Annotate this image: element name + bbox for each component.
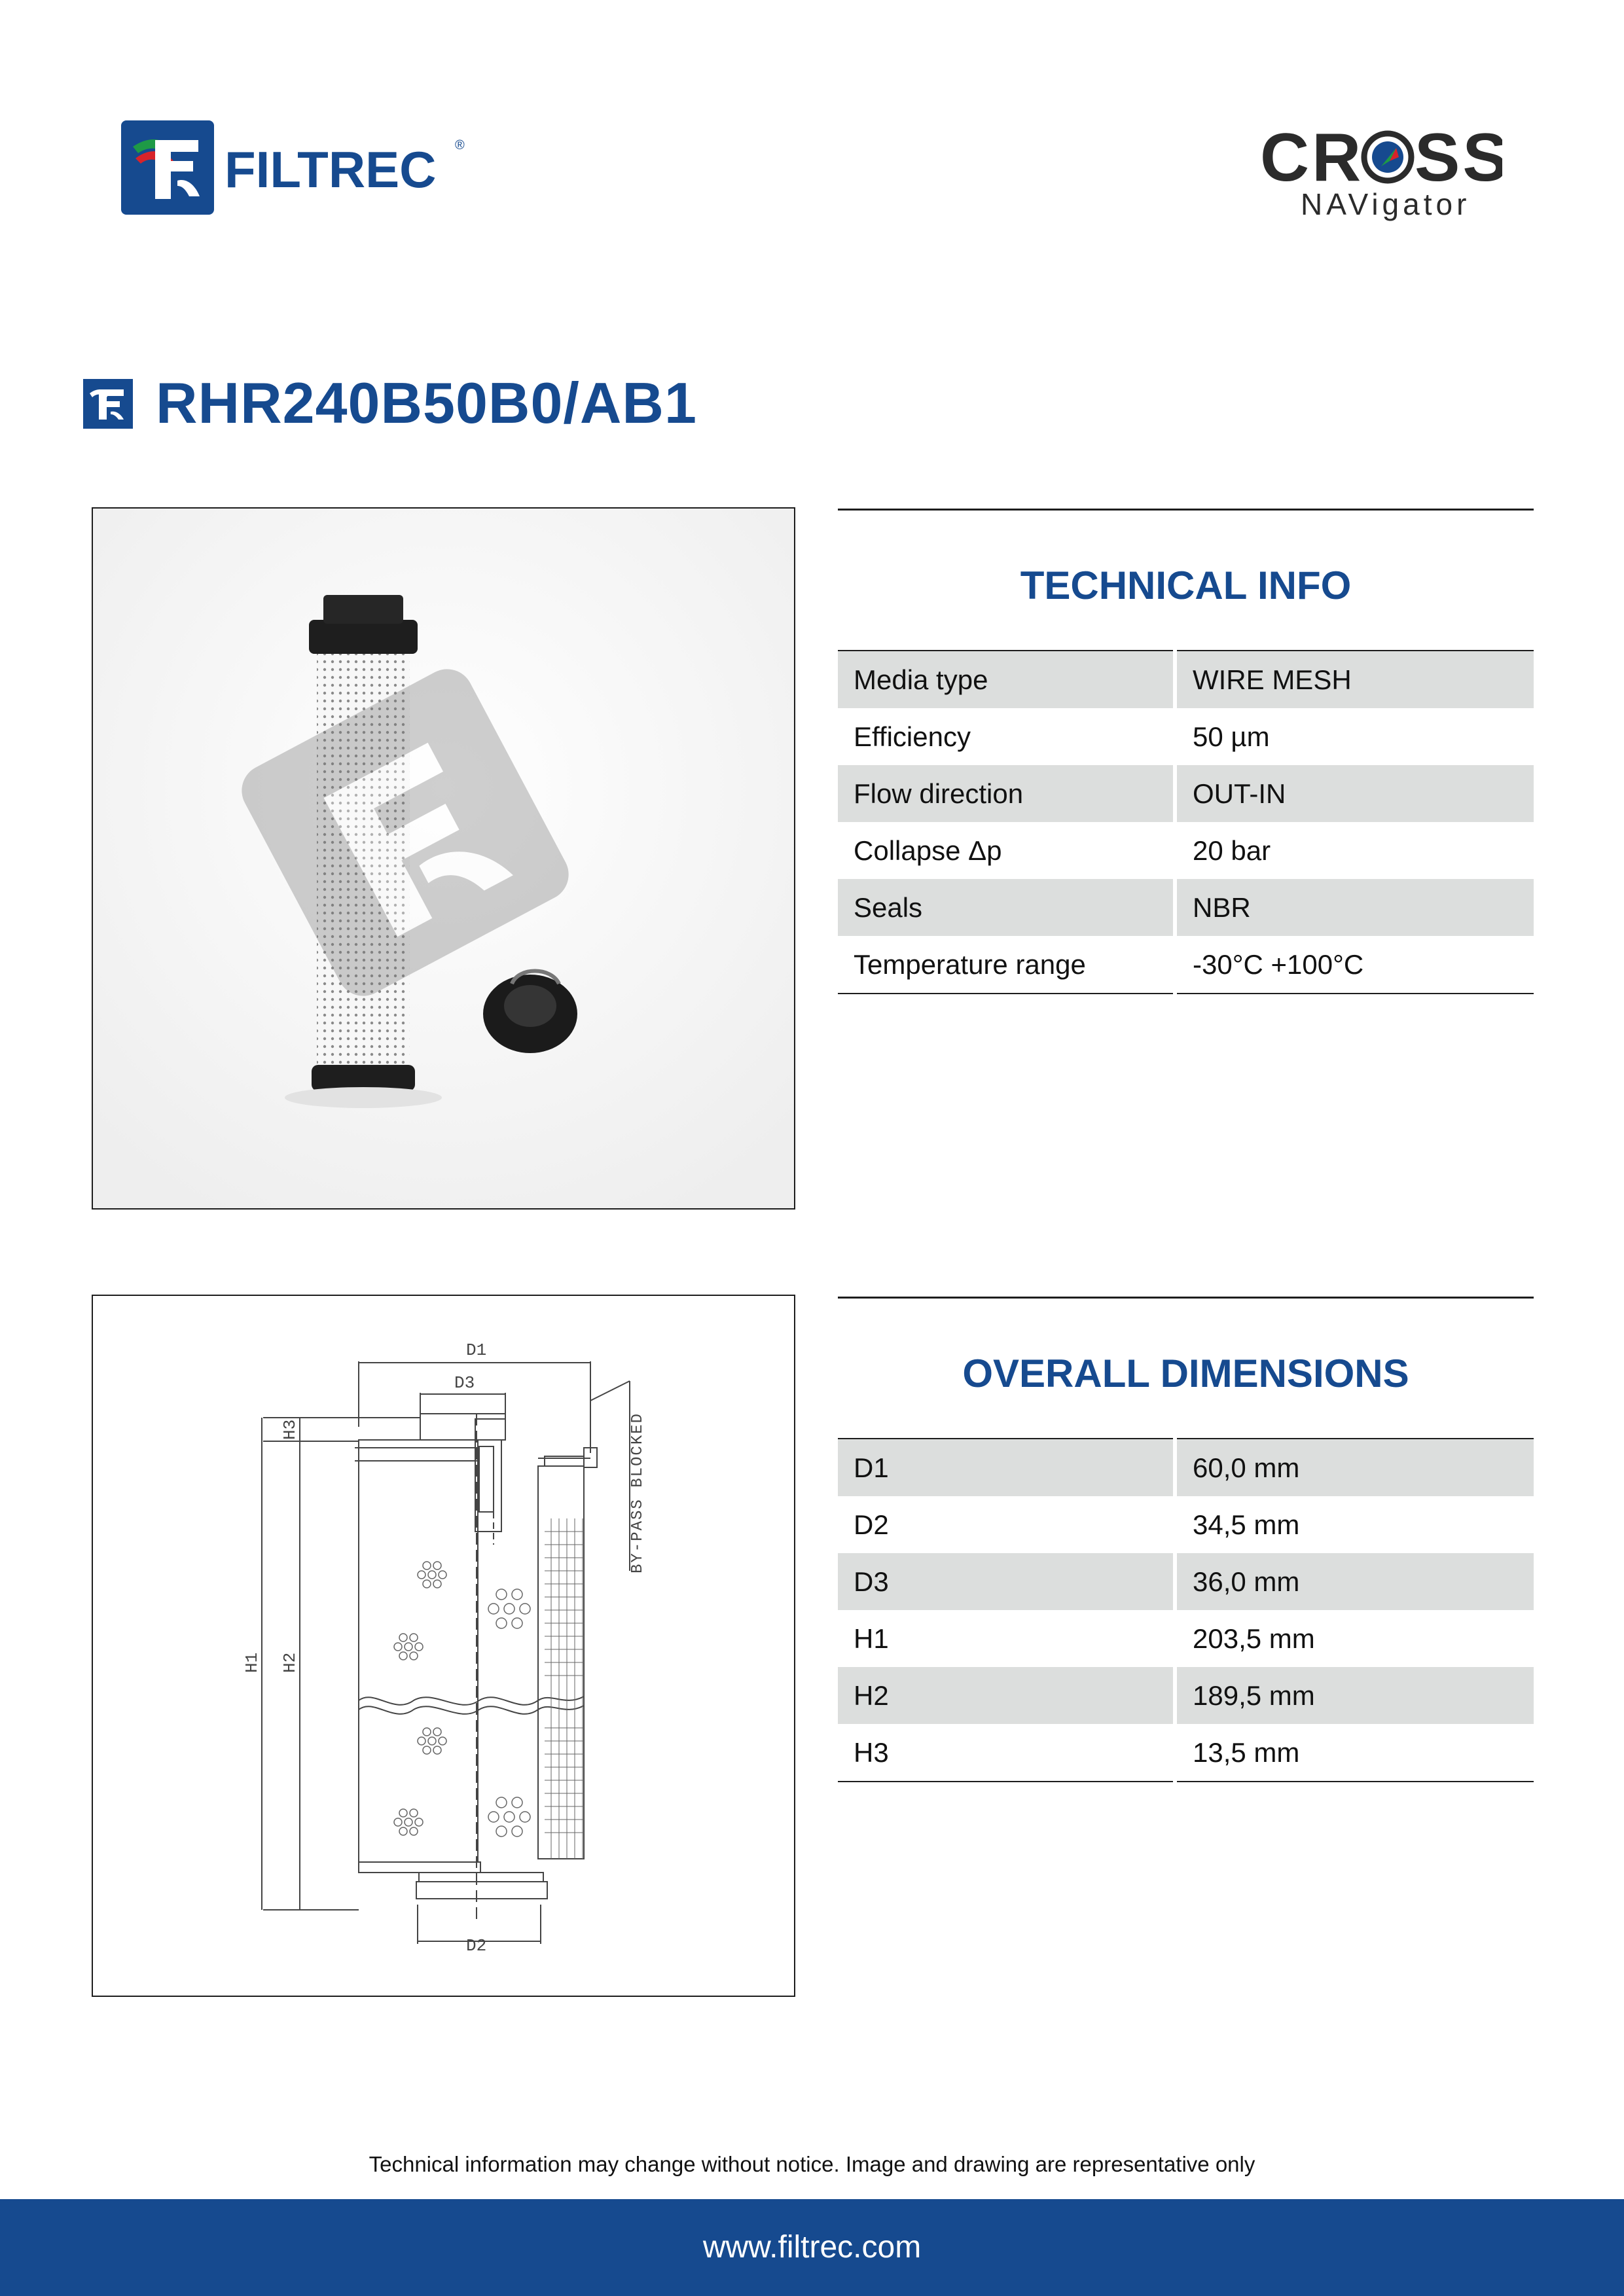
table-row	[838, 1667, 1534, 1724]
overall-dimensions-rule	[838, 1297, 1534, 1299]
table-row	[838, 936, 1534, 994]
table-row	[838, 1553, 1534, 1610]
filtrec-logo	[121, 120, 468, 216]
spec-label: Seals	[838, 879, 1175, 936]
table-row	[838, 879, 1534, 936]
dimension-label: D3	[838, 1553, 1175, 1610]
technical-info-title: TECHNICAL INFO	[1020, 564, 1352, 607]
dimension-label: H2	[838, 1667, 1175, 1724]
technical-drawing	[93, 1296, 794, 1996]
overall-dimensions-table	[838, 1438, 1534, 1782]
table-row	[838, 708, 1534, 765]
bypass-label: BY-PASS BLOCKED	[629, 1412, 647, 1573]
product-photo	[92, 507, 795, 1210]
dimension-value: 13,5 mm	[1193, 1736, 1300, 1768]
svg-text:CR: CR	[1260, 123, 1364, 196]
table-row	[838, 822, 1534, 879]
d3-label: D3	[454, 1373, 475, 1393]
spec-label: Media type	[838, 651, 1175, 708]
brand-name: FILTREC	[225, 141, 437, 198]
dimension-value: 203,5 mm	[1193, 1623, 1315, 1654]
h1-label: H1	[242, 1652, 262, 1673]
svg-text:SS: SS	[1415, 123, 1502, 196]
spec-label: Temperature range	[838, 936, 1175, 994]
cross-navigator-logo-mark	[1260, 123, 1502, 221]
table-row	[838, 651, 1534, 708]
spec-value: 50 µm	[1193, 721, 1270, 752]
spec-label: Collapse Δp	[838, 822, 1175, 879]
table-row	[838, 1439, 1534, 1496]
registered-mark: ®	[455, 138, 465, 152]
spec-label: Flow direction	[838, 765, 1175, 822]
dimension-label: D2	[838, 1496, 1175, 1553]
table-row	[838, 765, 1534, 822]
dimension-value: 34,5 mm	[1193, 1509, 1300, 1540]
dimension-label: H1	[838, 1610, 1175, 1667]
overall-dimensions-title: OVERALL DIMENSIONS	[962, 1352, 1409, 1395]
filtrec-icon	[83, 379, 133, 429]
dimension-value: 60,0 mm	[1175, 1439, 1534, 1496]
filter-element-photo	[93, 509, 794, 1208]
technical-info-table	[838, 650, 1534, 994]
svg-text:NAVigator: NAVigator	[1301, 187, 1471, 221]
dimension-label: D1	[838, 1439, 1175, 1496]
spec-label: Efficiency	[838, 708, 1175, 765]
dimension-value: 189,5 mm	[1175, 1667, 1534, 1724]
dimension-label: H3	[838, 1724, 1175, 1782]
spec-value: NBR	[1175, 879, 1534, 936]
h2-label: H2	[280, 1652, 300, 1673]
cross-navigator-logo	[1260, 123, 1502, 221]
spec-value: WIRE MESH	[1175, 651, 1534, 708]
filtrec-logo-mark	[121, 120, 468, 216]
table-row	[838, 1724, 1534, 1782]
table-row	[838, 1496, 1534, 1553]
spec-value: -30°C +100°C	[1193, 948, 1364, 980]
technical-info-rule	[838, 509, 1534, 511]
d1-label: D1	[466, 1340, 487, 1360]
website-link[interactable]: www.filtrec.com	[702, 2230, 922, 2265]
spec-value: 20 bar	[1193, 834, 1271, 866]
table-row	[838, 1610, 1534, 1667]
product-code: RHR240B50B0/AB1	[156, 370, 697, 435]
disclaimer-text: Technical information may change without notice. Image and drawing are representative only	[369, 2152, 1255, 2176]
h3-label: H3	[280, 1419, 300, 1440]
dimension-drawing	[92, 1295, 795, 1997]
spec-value: OUT-IN	[1175, 765, 1534, 822]
d2-label: D2	[466, 1936, 487, 1956]
dimension-value: 36,0 mm	[1175, 1553, 1534, 1610]
